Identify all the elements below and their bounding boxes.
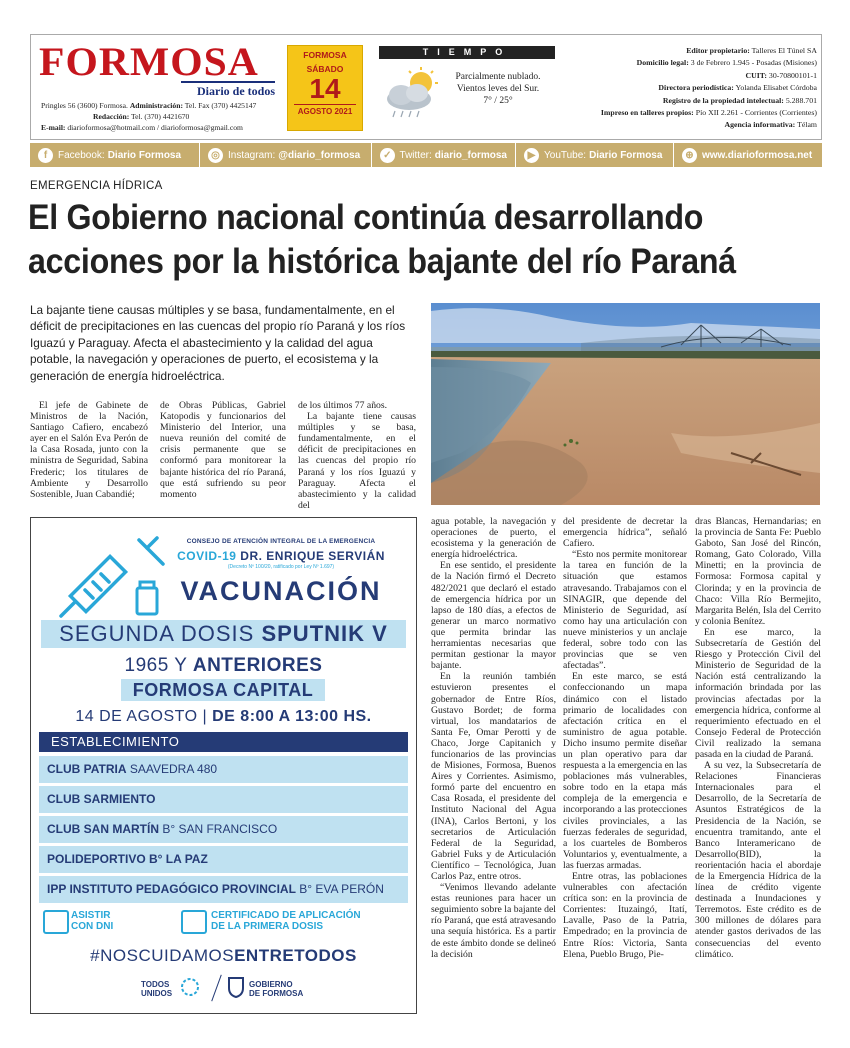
ad-schedule: 14 DE AGOSTO | DE 8:00 A 13:00 HS. [75,708,372,725]
weather-label: TIEMPO [379,46,555,59]
twitter-link[interactable]: ✓ Twitter: diario_formosa [372,143,516,167]
venue-row: CLUB SAN MARTÍN B° SAN FRANCISCO [39,816,408,843]
address-line: E-mail: diarioformosa@hotmail.com / diarioformosa@gmail.com [41,123,243,132]
contact-address [41,100,256,133]
address-line: Redacción: Tel. (370) 4421670 [93,112,190,121]
weather-wind: Vientos leves del Sur. [456,84,540,94]
date-city: FORMOSA [303,50,347,60]
newspaper-logo[interactable]: FORMOSA [39,39,259,84]
article-paragraph: agua potable, la navegación y operaciones de puerto, el ecosistema y la generación de energía hidroeléctrica. [431,516,556,561]
date-month-year: AGOSTO 2021 [294,104,356,116]
ad-decree: (Decreto Nº 100/20, ratificado por Ley Nº 1.697) [227,564,335,570]
weather-temperatures: 7° / 25° [483,96,513,106]
instagram-icon: ◎ [208,148,223,163]
address-line: Pringles 56 (3600) Formosa. Administración: Tel. Fax (370) 4425147 [41,101,257,110]
venue-row: IPP INSTITUTO PEDAGÓGICO PROVINCIAL B° EVA PERÓN [39,876,408,903]
facebook-link[interactable]: f Facebook: Diario Formosa [30,143,200,167]
venue-row: CLUB PATRIA SAAVEDRA 480 [39,756,408,783]
editorial-info [555,45,817,132]
editor-line: Domicilio legal: 3 de Febrero 1.945 - Posadas (Misiones) [636,58,817,68]
todos-unidos-logo: TODOS UNIDOS [141,980,173,998]
article-headline[interactable]: El Gobierno nacional continúa desarrollando acciones por la histórica bajante del río Paraná [28,198,736,281]
article-column-4 [431,516,556,960]
editor-line: Directora periodística: Yolanda Elisabet Córdoba [658,83,817,93]
partly-cloudy-icon [381,65,443,121]
youtube-icon: ▶ [524,148,539,163]
article-paragraph: de Obras Públicas, Gabriel Katopodis y funcionarios del Ministerio del Interior, una nueva reunión del comité de crisis permanente que se conformó para monitorear la bajante histórica del río Paraná, que está sufriendo su peor momento [160,400,286,500]
masthead [30,34,822,140]
date-weekday: SÁBADO [306,64,344,74]
ad-location-banner: FORMOSA CAPITAL [121,679,325,701]
vaccination-advertisement[interactable] [30,517,417,1014]
article-paragraph: “Esto nos permite monitorear la tarea en función de la situación que estamos atravesando. Trabajamos con el SINAGIR, que depende del Ministerio de Seguridad, así como hay una articulación con nueve ministerios y un anclaje federal, sobre todo con las provincias que se ven afectadas”. [563,549,687,672]
ad-establishment-header: ESTABLECIMIENTO [39,732,408,752]
formosa-shield-icon [227,976,245,998]
editor-line: CUIT: 30-70800101-1 [745,70,817,80]
article-paragraph: En ese marco, la Subsecretaría de Gestión del Riesgo y Protección Civil del Ministerio de Seguridad de la Nación está centralizando la información brindada por las provincias afectadas por la emergencia hídrica, conforme al requerimiento efectuado en el Consejo Federal de Protección Civil realizado la semana pasada en la ciudad de Paraná. [695,626,821,760]
facebook-icon: f [38,148,53,163]
article-paragraph: En ese sentido, el presidente de la Nación firmó el Decreto 482/2021 que declaró el estado de emergencia hídrica por un lapso de 180 días, a efectos de generar un marco normativo que permita brindar las herramientas necesarias que permitan gestionar la mayor bajante. [431,560,556,672]
article-lead: La bajante tiene causas múltiples y se basa, fundamentalmente, en el déficit de precipitaciones en las cuencas del propio río Paraná y los ríos Iguazú y Paraguay. Afecta el abastecimiento y la calidad del agua potable, la navegación y operaciones de puerto, el ecosistema y la generación de energía hidroeléctrica. [30,303,406,383]
ad-covid-title: COVID-19 DR. ENRIQUE SERVIÁN [177,549,385,563]
ad-hashtag: #NOSCUIDAMOSENTRETODOS [90,946,357,965]
certificate-icon [181,910,207,934]
issue-date-box [287,45,363,131]
stars-logo-icon [179,976,201,998]
youtube-link[interactable]: ▶ YouTube: Diario Formosa [516,143,674,167]
website-link[interactable]: ⊕ www.diarioformosa.net [674,143,822,167]
gobierno-formosa-logo: GOBIERNO DE FORMOSA [249,980,304,998]
article-paragraph: La bajante tiene causas múltiples y se basa, fundamentalmente, en el déficit de precipitaciones en las cuencas del propio río Paraná y los ríos Iguazú y Paraguay. Afecta el abastecimiento y la calidad del [298,411,416,511]
article-paragraph: A su vez, la Subsecretaría de Relaciones Financieras Internacionales para el Desarrollo, de la Secretaría de Asuntos Estratégicos de la Presidencia de la Nación, se encuentra tramitando, ante el Banco Interamericano de Desarrollo(BID), la reorientación hacia el abordaje de la Emergencia Hídrica de la línea de crédito vigente destinada a Inundaciones y Terremotos. Este crédito es de 300 millones de dólares para atender gastos derivados de las consecuencias del evento climático. [695,760,821,960]
river-photo [431,303,820,505]
article-paragraph: En la reunión también estuvieron presentes el gobernador de Entre Ríos, Gustavo Bordet; de forma virtual, los mandatarios de Santa Fe, Omar Perotti y de Chaco, Jorge Capitanich y funcionarios de las provincias de Misiones, Formosa, Buenos Aires y Corrientes. Asimismo, formó parte del encuentro en Casa Rosada, el presidente del Instituto Nacional del Agua (INA), Carlos Bertoni, y los secretarios de Articulación Federal de la Seguridad, Gabriel Fuks y de Articulación Científico – Tecnológica, Juan Carlos Paz, entre otros. [431,671,556,882]
id-card-icon [43,910,69,934]
social-links-bar [30,143,822,167]
instagram-link[interactable]: ◎ Instagram: @diario_formosa [200,143,372,167]
article-column-5 [563,516,687,960]
article-paragraph: del presidente de decretar la emergencia hídrica”, señaló Cafiero. [563,516,687,550]
article-paragraph: de los últimos 77 años. [298,400,388,411]
date-day-number: 14 [309,73,341,104]
article-column-1 [30,400,148,500]
syringe-icon [53,530,171,622]
editor-line: Impreso en talleres propios: Pío XII 2.261 - Corrientes (Corrientes) [600,108,817,118]
article-kicker: EMERGENCIA HÍDRICA [30,180,163,192]
weather-forecast [449,71,547,107]
venue-row: CLUB SARMIENTO [39,786,408,813]
ad-age-group: 1965 Y ANTERIORES [124,655,323,676]
globe-icon: ⊕ [682,148,697,163]
ad-requirement-certificate: CERTIFICADO DE APLICACIÓN DE LA PRIMERA DOSIS [211,910,361,932]
editor-line: Editor propietario: Talleres El Túnel SA [686,46,817,55]
article-column-3 [298,400,416,511]
ad-dose-banner: SEGUNDA DOSIS SPUTNIK V [41,620,406,648]
article-paragraph: El jefe de Gabinete de Ministros de la Nación, Santiago Cafiero, encabezó ayer en el Salón Eva Perón de la Casa Rosada, junto con la ministra de Seguridad, Sabina Frederic; los titulares de Ambiente y Desarrollo Sostenible, Juan Cabandié; [30,400,148,500]
venue-row: POLIDEPORTIVO B° LA PAZ [39,846,408,873]
ad-main-title: VACUNACIÓN [180,576,382,606]
article-paragraph: “Venimos llevando adelante estas reuniones para hacer un seguimiento sobre la bajante del río Paraná, que está atravesando una sequía histórica. Es a partir de este ámbito donde se delineó la decisión [431,882,556,960]
article-paragraph: Entre otras, las poblaciones vulnerables con afectación crítica son: en la provincia de Corrientes: Ituzaingó, Itatí, Lavalle, Paso de la Patria, Empedrado; en la provincia de Entre Ríos: Victoria, Santa Elena, Pueblo Brugo, Pie- [563,871,687,960]
editor-line: Registro de la propiedad intelectual: 5.288.701 [662,95,817,105]
weather-condition: Parcialmente nublado. [455,72,541,82]
article-paragraph: En este marco, se está confeccionando un mapa dinámico con el listado primario de localidades con afectación crítica en el suministro de agua potable. Dicho insumo permite diseñar un plan operativo para dar respuesta a la emergencia en las poblaciones más vulnerables, sobre todo en la etapa más compleja de la emergencia e incorporando a las protecciones civiles provinciales, a las fuerzas federales de seguridad, a los cuarteles de Bomberos Voluntarios y, eventualmente, a las fuerzas armadas. [563,671,687,871]
footer-separator [211,975,222,1002]
article-paragraph: dras Blancas, Hernandarias; en la provincia de Santa Fe: Pueblo Gaboto, San José del Rincón, Romang, Gato Colorado, Villa Minetti; en la provincia de Formosa: Formosa capital y Clorinda; y en la provincia de Chaco: Villa Río Bermejito, Margarita Belén, Isla del Cerrito y colonia Benítez. [695,516,821,627]
ad-council-title: CONSEJO DE ATENCIÓN INTEGRAL DE LA EMERGENCIA [186,538,376,545]
newspaper-tagline: Diario de todos [181,81,275,99]
ad-requirement-dni: ASISTIR CON DNI [71,910,114,932]
editor-line: Agencia informativa: Télam [724,120,817,130]
article-column-2 [160,400,286,500]
twitter-icon: ✓ [380,148,395,163]
article-column-6 [695,516,821,960]
